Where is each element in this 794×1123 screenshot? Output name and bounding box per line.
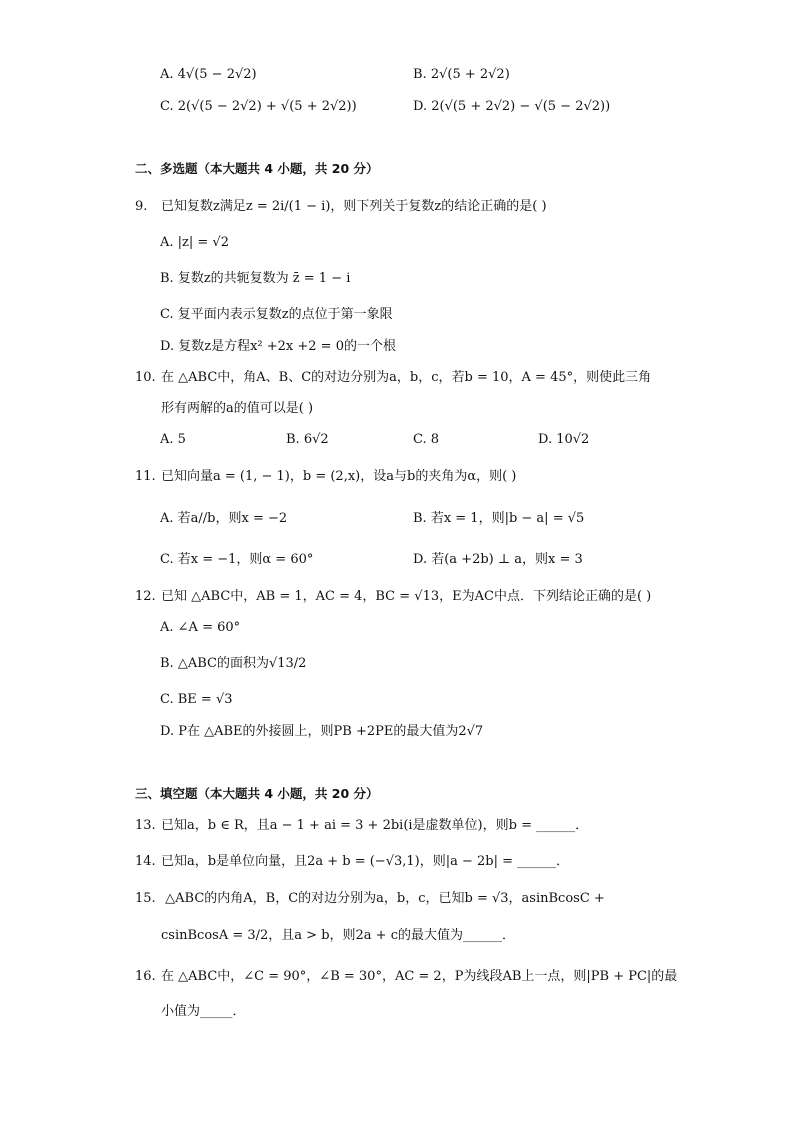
q9-option-a: A. |z| = √2: [160, 235, 229, 250]
question-stem: 已知复数z满足z = 2i/(1 − i)，则下列关于复数z的结论正确的是( ): [161, 199, 547, 214]
q10-stem-cont: 形有两解的a的值可以是( ): [161, 401, 314, 416]
q11-option-d: D. 若(a +2b) ⊥ a，则x = 3: [413, 552, 583, 567]
question-text: 已知a，b ∈ R，且a − 1 + ai = 3 + 2bi(i是虚数单位)，则b = ______．: [161, 818, 589, 833]
q12-option-c: C. BE = √3: [160, 692, 233, 707]
q12-option-b: B. △ABC的面积为√13/2: [160, 656, 307, 671]
question-number: 12.: [135, 589, 156, 604]
question-number: 14.: [135, 854, 156, 869]
question-stem: 已知 △ABC中，AB = 1，AC = 4，BC = √13，E为AC中点．下列结论正确的是( ): [161, 589, 652, 604]
question-16: [135, 968, 677, 986]
q9-option-b: B. 复数z的共轭复数为 z̄ = 1 − i: [160, 271, 351, 286]
q9-option-c: C. 复平面内表示复数z的点位于第一象限: [160, 307, 393, 322]
prev-option-b: B. 2√(5 + 2√2): [413, 67, 510, 82]
question-14: [135, 853, 569, 871]
question-text: 已知a，b是单位向量，且2a + b = (−√3,1)，则|a − 2b| = ______．: [161, 854, 570, 869]
q10-option-d: D. 10√2: [538, 432, 590, 447]
q10-option-a: A. 5: [160, 432, 186, 447]
prev-option-d: D. 2(√(5 + 2√2) − √(5 − 2√2)): [413, 99, 611, 114]
question-15: [135, 890, 605, 908]
question-text: △ABC的内角A，B，C的对边分别为a，b，c，已知b = √3，asinBcosC +: [161, 891, 605, 906]
question-11: [135, 468, 516, 486]
section-fill-in-heading: 三、填空题（本大题共 4 小题，共 20 分）: [135, 786, 379, 801]
q10-option-b: B. 6√2: [286, 432, 329, 447]
question-10: [135, 369, 651, 387]
question-13: [135, 817, 588, 835]
question-stem: 在 △ABC中，角A、B、C的对边分别为a，b，c，若b = 10，A = 45°，则使此三角: [161, 370, 652, 385]
prev-option-c: C. 2(√(5 − 2√2) + √(5 + 2√2)): [160, 99, 357, 114]
question-stem: 已知向量a = (1, − 1)，b = (2,x)，设a与b的夹角为α，则( ): [161, 469, 517, 484]
question-text: 在 △ABC中，∠C = 90°，∠B = 30°，AC = 2，P为线段AB上一点，则|PB + PC|的最: [161, 969, 678, 984]
q11-option-a: A. 若a//b，则x = −2: [160, 511, 288, 526]
question-number: 16.: [135, 969, 156, 984]
prev-option-a: A. 4√(5 − 2√2): [160, 67, 257, 82]
q12-option-d: D. P在 △ABE的外接圆上，则PB +2PE的最大值为2√7: [160, 724, 484, 739]
section-multi-choice-heading: 二、多选题（本大题共 4 小题，共 20 分）: [135, 161, 379, 176]
q16-text-cont: 小值为_____．: [161, 1004, 246, 1019]
q9-option-d: D. 复数z是方程x² +2x +2 = 0的一个根: [160, 339, 396, 354]
question-number: 15.: [135, 891, 156, 906]
question-number: 13.: [135, 818, 156, 833]
question-number: 10.: [135, 370, 156, 385]
q12-option-a: A. ∠A = 60°: [160, 620, 241, 635]
q11-option-c: C. 若x = −1，则α = 60°: [160, 552, 314, 567]
question-9: [135, 198, 547, 216]
q15-text-cont: csinBcosA = 3/2，且a > b，则2a + c的最大值为______．: [161, 928, 515, 943]
question-number: 11.: [135, 469, 156, 484]
question-12: [135, 588, 651, 606]
q11-option-b: B. 若x = 1，则|b − a| = √5: [413, 511, 585, 526]
question-number: 9.: [135, 199, 148, 214]
q10-option-c: C. 8: [413, 432, 440, 447]
